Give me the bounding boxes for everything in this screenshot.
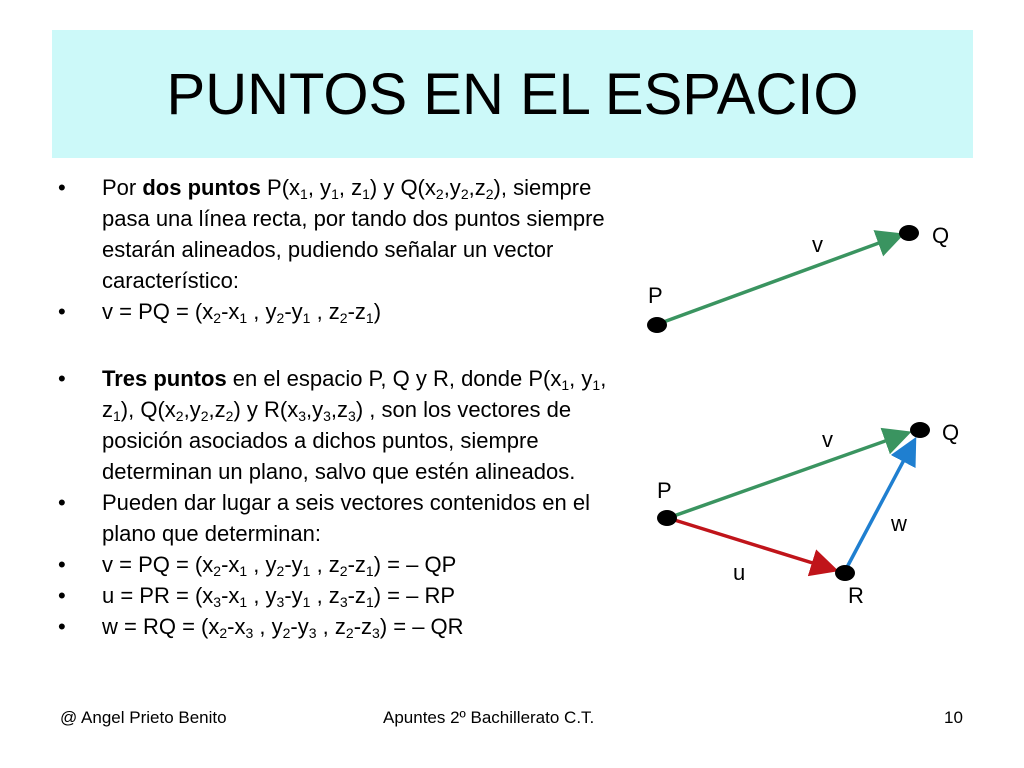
label-v: v (812, 232, 823, 257)
point-p (647, 317, 667, 333)
label-r: R (848, 583, 864, 608)
footer-course: Apuntes 2º Bachillerato C.T. (383, 708, 595, 727)
footer-page-number: 10 (944, 708, 963, 727)
bullet-tres-puntos: • Tres puntos en el espacio P, Q y R, donde $P(x_1$, $y_1$, $z_1$), $Q(x_2,y_2,z_2)$ y $R(x_3,y_3,z_3)$ , son los vectores de posición asociados a dichos puntos, siempre determinan un plano, salvo que estén alineados. (58, 363, 628, 487)
point-r (835, 565, 855, 581)
bullet-marker: • (58, 175, 66, 200)
bold-tres-puntos: Tres puntos (102, 366, 227, 391)
vector-v-arrow (658, 236, 898, 324)
bullet-marker: • (58, 299, 66, 324)
bullet-u-pr: • u = PR = ($x_3-x_1$ , $y_3-y_1$ , $z_3-z_1$) = – RP (58, 580, 628, 611)
vector-diagrams (620, 200, 1020, 620)
bullet-list (58, 172, 628, 642)
bold-dos-puntos: dos puntos (142, 175, 261, 200)
vector-w-arrow (845, 443, 913, 571)
label-q: Q (932, 223, 950, 248)
point-p (657, 510, 677, 526)
title-band (52, 30, 973, 158)
point-q (910, 422, 930, 438)
label-w: w (891, 511, 907, 536)
label-q: Q (942, 420, 960, 445)
label-u: u (733, 560, 746, 585)
vector-v-arrow (668, 434, 905, 518)
vector-u-arrow (668, 518, 832, 569)
bullet-marker: • (58, 583, 66, 608)
bullet-w-rq: • w = RQ = ($x_2-x_3$ , $y_2-y_3$ , $z_2-z_3$) = – QR (58, 611, 628, 642)
label-v: v (822, 427, 833, 452)
diagram-two-points (647, 223, 949, 333)
slide-title: PUNTOS EN EL ESPACIO (166, 61, 859, 127)
bullet-marker: • (58, 490, 66, 515)
bullet-seis-vectores: • Pueden dar lugar a seis vectores contenidos en el plano que determinan: (58, 487, 628, 549)
diagram-three-points (657, 420, 959, 608)
point-q (899, 225, 919, 241)
bullet-marker: • (58, 552, 66, 577)
label-p: P (648, 283, 663, 308)
bullet-spacer (58, 327, 628, 363)
bullet-vector-v: • v = PQ = ($x_2-x_1$ , $y_2-y_1$ , $z_2-z_1$) (58, 296, 628, 327)
bullet-marker: • (58, 366, 66, 391)
bullet-marker: • (58, 614, 66, 639)
bullet-dos-puntos: • Por dos puntos $P(x_1$, $y_1$, $z_1$) y $Q(x_2,y_2,z_2)$, siempre pasa una línea recta, por tando dos puntos siempre estarán alineados, pudiendo señalar un vector característico: (58, 172, 628, 296)
label-p: P (657, 478, 672, 503)
bullet-v-pq: • v = PQ = ($x_2-x_1$ , $y_2-y_1$ , $z_2-z_1$) = – QP (58, 549, 628, 580)
footer-author: @ Angel Prieto Benito (60, 708, 227, 727)
